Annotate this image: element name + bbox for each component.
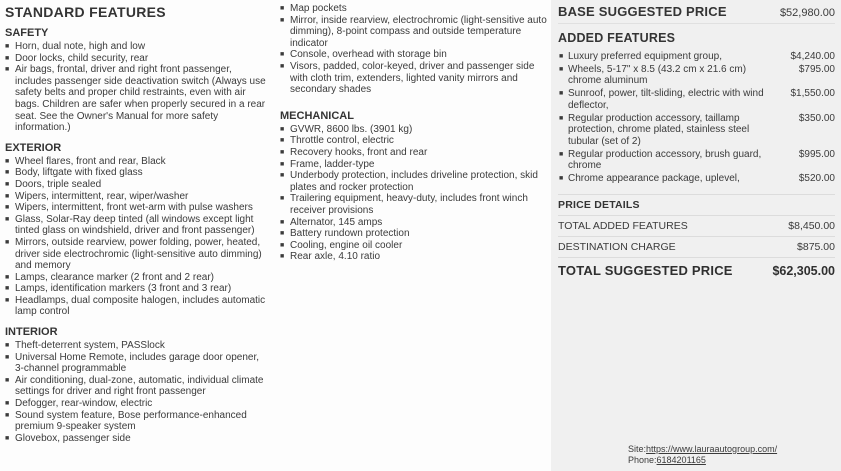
bullet-icon: ■	[559, 150, 564, 158]
feature-text: Frame, ladder-type	[290, 158, 375, 170]
feature-text: Trailering equipment, heavy-duty, includes front winch receiver provisions	[290, 193, 528, 216]
feature-item	[280, 49, 547, 61]
feature-item	[5, 375, 268, 398]
feature-text: Theft-deterrent system, PASSlock	[15, 340, 165, 352]
bullet-icon: ■	[280, 16, 285, 24]
feature-item	[280, 217, 547, 229]
mechanical-list	[280, 124, 547, 263]
feature-text: Visors, padded, color-keyed, driver and passenger side with cloth trim, extenders, lighted vanity mirrors and secondary shades	[290, 60, 535, 96]
total-price-row	[558, 258, 835, 282]
phone-line	[628, 455, 777, 466]
bullet-icon: ■	[280, 218, 285, 226]
section-mechanical	[280, 110, 547, 263]
feature-text: GVWR, 8600 lbs. (3901 kg)	[290, 123, 413, 135]
bullet-icon: ■	[280, 148, 285, 156]
added-feature-text: Regular production accessory, brush guard, chrome	[568, 148, 762, 172]
bullet-icon: ■	[559, 65, 564, 73]
added-feature-price: $4,240.00	[790, 51, 835, 62]
section-interior	[5, 326, 268, 444]
added-feature-price: $795.00	[798, 63, 835, 75]
feature-item	[280, 251, 547, 263]
bullet-icon: ■	[5, 157, 10, 165]
feature-text: Wheel flares, front and rear, Black	[15, 155, 166, 167]
price-detail-value: $8,450.00	[788, 219, 835, 232]
bullet-icon: ■	[5, 342, 10, 350]
bullet-icon: ■	[280, 137, 285, 145]
feature-item	[5, 64, 268, 134]
bullet-icon: ■	[5, 238, 10, 246]
feature-item	[5, 398, 268, 410]
section-exterior	[5, 142, 268, 318]
bullet-icon: ■	[559, 114, 564, 122]
price-detail-value: $875.00	[797, 240, 835, 253]
feature-item	[5, 202, 268, 214]
feature-item	[5, 272, 268, 284]
added-feature-label	[558, 51, 765, 63]
price-details-heading: PRICE DETAILS	[558, 194, 835, 216]
site-link[interactable]: https://www.lauraautogroup.com/	[646, 444, 778, 454]
price-detail-row	[558, 216, 835, 237]
bullet-icon: ■	[280, 62, 285, 70]
feature-item	[280, 170, 547, 193]
bullet-icon: ■	[559, 53, 564, 60]
phone-label: Phone:	[628, 455, 657, 465]
added-feature-label	[558, 113, 765, 148]
feature-item	[280, 3, 547, 15]
feature-text: Underbody protection, includes driveline protection, skid plates and rocker protection	[290, 170, 538, 193]
added-feature-label	[558, 88, 765, 111]
added-feature-row	[558, 113, 835, 148]
feature-item	[280, 135, 547, 147]
feature-text: Universal Home Remote, includes garage door opener, 3-channel programmable	[15, 351, 260, 375]
bullet-icon: ■	[280, 195, 285, 203]
added-feature-text: Wheels, 5-17" x 8.5 (43.2 cm x 21.6 cm) chrome aluminum	[568, 63, 747, 87]
base-price-label: BASE SUGGESTED PRICE	[558, 4, 727, 19]
feature-text: Air bags, frontal, driver and right front passenger, includes passenger side deactivation switch (Always use safety belts and proper child restraints, even with air bags. Children are safer when properly secured in a rear seat. See the Owner's Manual for more safety information.)	[15, 64, 266, 134]
feature-item	[5, 433, 268, 445]
feature-item	[5, 410, 268, 433]
site-line	[628, 444, 777, 455]
price-detail-row	[558, 237, 835, 258]
standard-features-column-2	[272, 0, 551, 471]
feature-text: Alternator, 145 amps	[290, 216, 383, 228]
feature-item	[5, 156, 268, 168]
interior-list	[5, 340, 268, 444]
feature-text: Battery rundown protection	[290, 228, 410, 240]
bullet-icon: ■	[5, 66, 10, 74]
feature-text: Throttle control, electric	[290, 135, 394, 147]
added-feature-text: Regular production accessory, taillamp protection, chrome plated, stainless steel tubular (set of 2)	[568, 112, 750, 147]
feature-text: Horn, dual note, high and low	[15, 41, 146, 52]
feature-text: Glass, Solar-Ray deep tinted (all windows except light tinted glass on windshield, driver and front passenger)	[15, 213, 255, 237]
bullet-icon: ■	[280, 51, 285, 59]
interior-heading: INTERIOR	[5, 326, 58, 339]
bullet-icon: ■	[559, 175, 564, 183]
feature-item	[280, 159, 547, 171]
feature-item	[280, 124, 547, 136]
feature-item	[5, 191, 268, 203]
feature-item	[5, 237, 268, 272]
bullet-icon: ■	[5, 169, 10, 177]
feature-text: Door locks, child security, rear	[15, 52, 149, 64]
feature-text: Doors, triple sealed	[15, 178, 102, 190]
base-price-row	[558, 2, 835, 24]
bullet-icon: ■	[5, 204, 10, 212]
exterior-list	[5, 156, 268, 318]
feature-item	[5, 179, 268, 191]
bullet-icon: ■	[5, 296, 10, 304]
feature-text: Wipers, intermittent, front wet-arm with pulse washers	[15, 202, 253, 214]
bullet-icon: ■	[280, 230, 285, 238]
standard-features-column-1	[0, 0, 272, 471]
bullet-icon: ■	[280, 172, 285, 180]
interior-continued-list	[280, 3, 547, 96]
feature-text: Console, overhead with storage bin	[290, 49, 447, 61]
price-details-section	[558, 194, 835, 282]
added-feature-row	[558, 173, 835, 185]
bullet-icon: ■	[5, 411, 10, 419]
bullet-icon: ■	[5, 376, 10, 384]
feature-item	[280, 240, 547, 252]
phone-link[interactable]: 6184201165	[656, 455, 706, 465]
feature-text: Recovery hooks, front and rear	[290, 146, 428, 158]
bullet-icon: ■	[5, 54, 10, 62]
safety-heading: SAFETY	[5, 27, 49, 39]
bullet-icon: ■	[5, 215, 10, 223]
total-price-value: $62,305.00	[772, 263, 835, 278]
feature-text: Mirror, inside rearview, electrochromic (light-sensitive auto dimming), 8-point compass and outside temperature indicator	[290, 14, 547, 49]
bullet-icon: ■	[280, 160, 285, 168]
bullet-icon: ■	[5, 285, 10, 293]
feature-text: Rear axle, 4.10 ratio	[290, 251, 381, 263]
added-feature-price: $995.00	[798, 148, 835, 160]
feature-text: Air conditioning, dual-zone, automatic, individual climate settings for driver and right front passenger	[15, 374, 264, 398]
added-feature-row	[558, 149, 835, 172]
base-price-value: $52,980.00	[779, 7, 835, 19]
bullet-icon: ■	[5, 180, 10, 188]
added-features-title: ADDED FEATURES	[558, 31, 676, 45]
bullet-icon: ■	[5, 273, 10, 281]
feature-text: Defogger, rear-window, electric	[15, 398, 153, 410]
added-feature-price: $1,550.00	[790, 88, 835, 100]
feature-item	[5, 214, 268, 237]
added-feature-label	[558, 149, 765, 172]
feature-text: Mirrors, outside rearview, power folding, power, heated, driver side electrochromic (light-sensitive auto dimming) and memory	[15, 236, 262, 272]
bullet-icon: ■	[5, 400, 10, 408]
feature-item	[5, 295, 268, 318]
added-feature-text: Luxury preferred equipment group,	[568, 51, 722, 62]
dealer-footer	[628, 444, 777, 466]
feature-text: Headlamps, dual composite halogen, includes automatic lamp control	[15, 294, 266, 318]
feature-item	[280, 15, 547, 50]
section-safety	[5, 27, 268, 134]
bullet-icon: ■	[280, 125, 285, 133]
feature-item	[5, 41, 268, 53]
bullet-icon: ■	[5, 353, 10, 361]
total-price-label: TOTAL SUGGESTED PRICE	[558, 262, 733, 278]
feature-text: Wipers, intermittent, rear, wiper/washer	[15, 190, 189, 202]
added-feature-price: $350.00	[798, 112, 835, 124]
feature-item	[280, 193, 547, 216]
safety-list	[5, 41, 268, 134]
added-feature-label	[558, 64, 765, 87]
feature-item	[5, 53, 268, 65]
site-label: Site:	[628, 444, 647, 454]
exterior-heading: EXTERIOR	[5, 141, 62, 154]
price-details-rows	[558, 216, 835, 258]
feature-text: Glovebox, passenger side	[15, 432, 131, 444]
bullet-icon: ■	[5, 192, 10, 200]
price-detail-label: DESTINATION CHARGE	[558, 240, 676, 253]
bullet-icon: ■	[280, 241, 285, 249]
feature-text: Map pockets	[290, 3, 347, 14]
added-feature-row	[558, 51, 835, 63]
added-feature-label	[558, 173, 765, 185]
added-feature-row	[558, 88, 835, 111]
added-features-list	[558, 51, 835, 185]
bullet-icon: ■	[559, 90, 564, 98]
feature-item	[5, 340, 268, 352]
feature-text: Lamps, clearance marker (2 front and 2 rear)	[15, 271, 214, 283]
added-feature-row	[558, 64, 835, 87]
added-feature-text: Chrome appearance package, uplevel,	[568, 173, 740, 185]
feature-item	[5, 283, 268, 295]
feature-text: Cooling, engine oil cooler	[290, 239, 403, 251]
feature-item	[5, 352, 268, 375]
feature-item	[280, 228, 547, 240]
mechanical-heading: MECHANICAL	[280, 109, 354, 122]
feature-item	[280, 61, 547, 96]
price-detail-label: TOTAL ADDED FEATURES	[558, 219, 688, 232]
bullet-icon: ■	[5, 43, 10, 50]
added-feature-text: Sunroof, power, tilt-sliding, electric with wind deflector,	[568, 88, 764, 111]
feature-text: Lamps, identification markers (3 front and 3 rear)	[15, 283, 232, 295]
standard-features-title: STANDARD FEATURES	[5, 4, 166, 20]
added-feature-price: $520.00	[798, 173, 835, 185]
bullet-icon: ■	[280, 253, 285, 261]
feature-text: Body, liftgate with fixed glass	[15, 167, 143, 179]
feature-item	[280, 147, 547, 159]
price-panel	[551, 0, 841, 471]
bullet-icon: ■	[280, 5, 285, 12]
feature-text: Sound system feature, Bose performance-enhanced premium 9-speaker system	[15, 409, 247, 433]
bullet-icon: ■	[5, 434, 10, 442]
feature-item	[5, 167, 268, 179]
